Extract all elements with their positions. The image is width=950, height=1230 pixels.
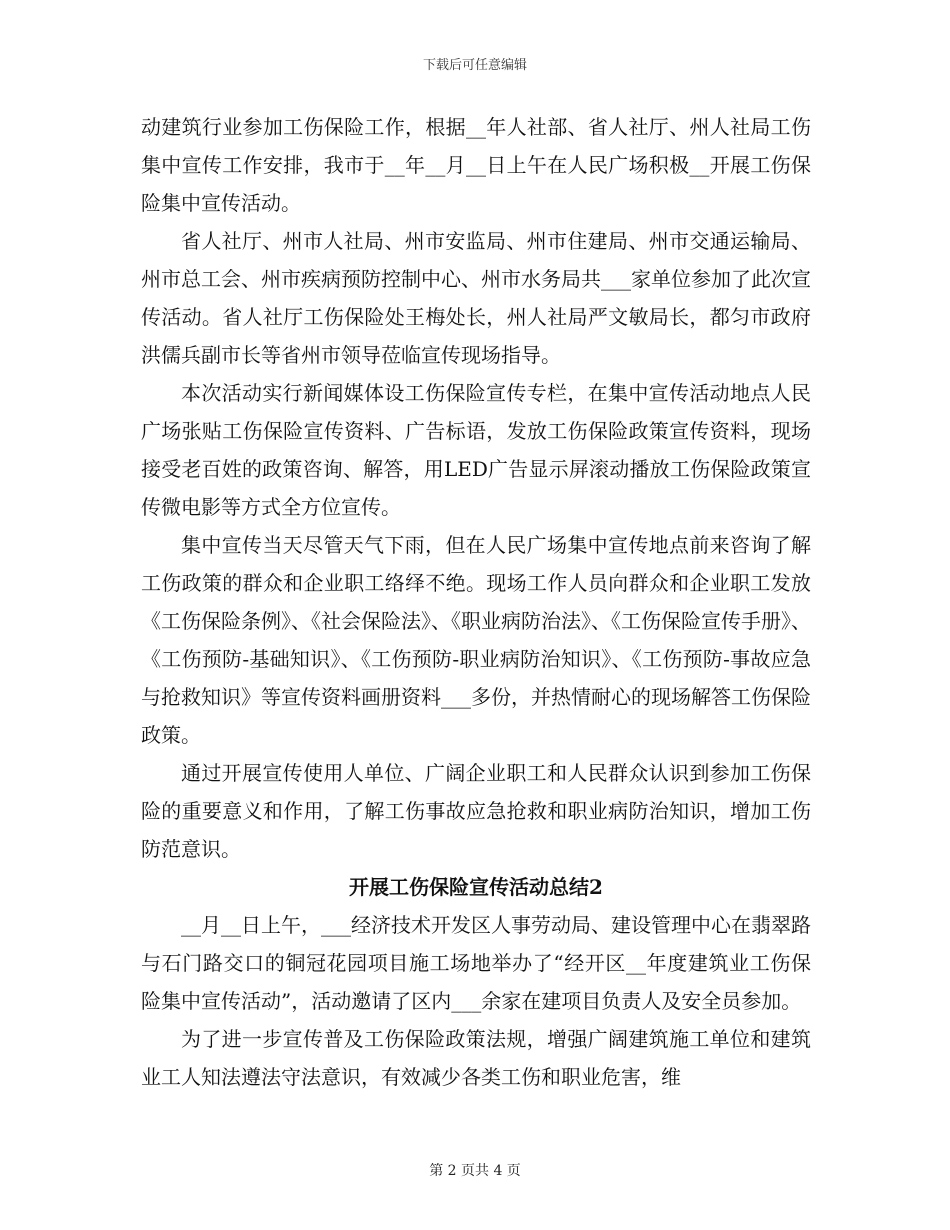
paragraph-4: 集中宣传当天尽管天气下雨，但在人民广场集中宣传地点前来咨询了解工伤政策的群众和企业职工络绎不绝。现场工作人员向群众和企业职工发放《工伤保险条例》、《社会保险法》、《职业病防治法》、《工伤保险宣传手册》、《工伤预防-基础知识》、《工伤预防-职业病防治知识》、《工伤预防-事故应急与抢救知识》等宣传资料画册资料___多份，并热情耐心的现场解答工伤保险政策。 [141, 533, 811, 747]
paragraph-2: 省人社厅、州市人社局、州市安监局、州市住建局、州市交通运输局、州市总工会、州市疾病预防控制中心、州市水务局共___家单位参加了此次宣传活动。省人社厅工伤保险处王梅处长，州人社局严文敏局长，都匀市政府洪儒兵副市长等省州市领导莅临宣传现场指导。 [141, 229, 811, 367]
paragraph-1: 动建筑行业参加工伤保险工作，根据__年人社部、省人社厅、州人社局工伤集中宣传工作安排，我市于__年__月__日上午在人民广场积极__开展工伤保险集中宣传活动。 [141, 115, 811, 215]
paragraph-6: __月__日上午，___经济技术开发区人事劳动局、建设管理中心在翡翠路与石门路交口的铜冠花园项目施工场地举办了“经开区__年度建筑业工伤保险集中宣传活动”，活动邀请了区内___余家在建项目负责人及安全员参加。 [141, 913, 811, 1013]
page-header: 下载后可任意编辑 [422, 58, 527, 73]
document-body [141, 108, 811, 1096]
section-heading: 开展工伤保险宣传活动总结2 [349, 875, 603, 899]
paragraph-3: 本次活动实行新闻媒体设工伤保险宣传专栏，在集中宣传活动地点人民广场张贴工伤保险宣传资料、广告标语，发放工伤保险政策宣传资料，现场接受老百姓的政策咨询、解答，用LED广告显示屏滚动播放工伤保险政策宣传微电影等方式全方位宣传。 [141, 381, 811, 519]
paragraph-5: 通过开展宣传使用人单位、广阔企业职工和人民群众认识到参加工伤保险的重要意义和作用，了解工伤事故应急抢救和职业病防治知识，增加工伤防范意识。 [141, 761, 811, 861]
paragraph-7: 为了进一步宣传普及工伤保险政策法规，增强广阔建筑施工单位和建筑业工人知法遵法守法意识，有效减少各类工伤和职业危害，维 [141, 1027, 811, 1089]
page-footer: 第 2 页共 4 页 [429, 1163, 521, 1179]
